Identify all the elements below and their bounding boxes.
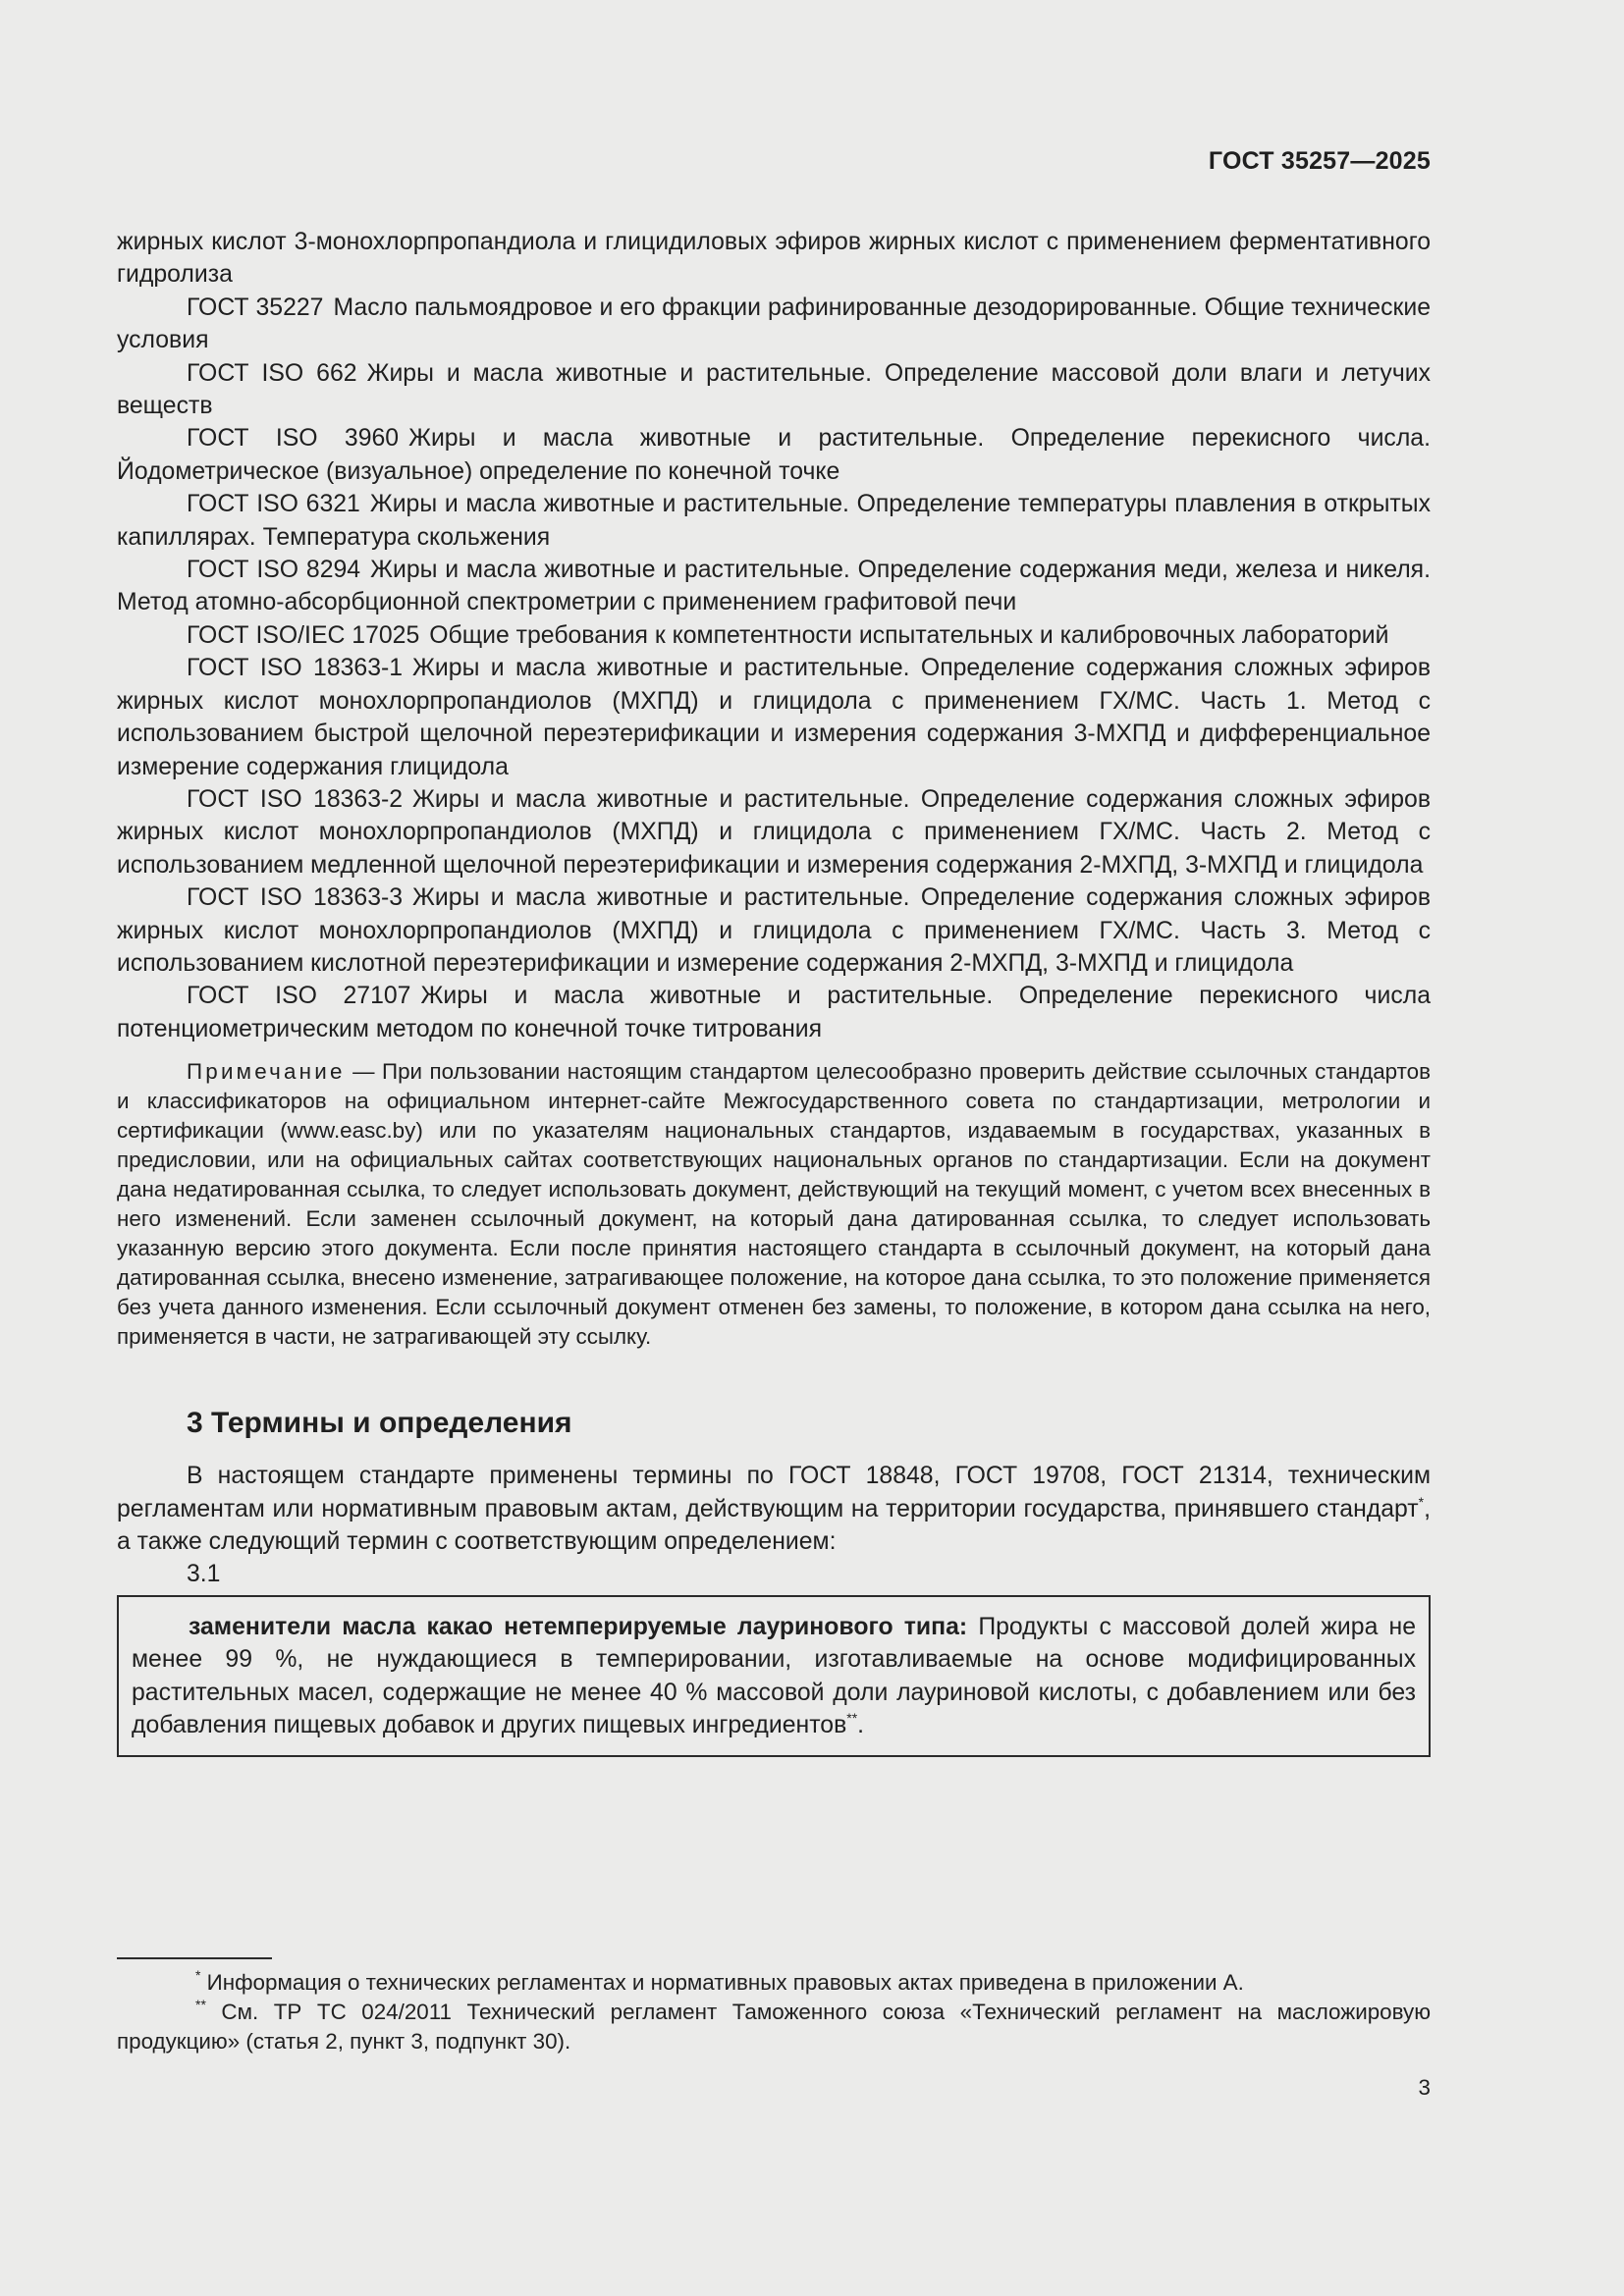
note-label: Примечание [187,1059,346,1085]
reference-code: ГОСТ ISO 6321 [187,491,360,518]
reference-title: Жиры и масла животные и растительные. Определение содержания меди, железа и никеля. Метод атомно-абсорбционной спектрометрии с применением графитовой печи [117,557,1431,616]
reference-item [117,488,1431,554]
document-id-header: ГОСТ 35257—2025 [1208,147,1431,175]
reference-code: ГОСТ ISO 27107 [187,983,411,1010]
reference-code: ГОСТ 35227 [187,294,324,321]
footnote-ref-mark: ** [846,1710,858,1726]
reference-item [117,292,1431,357]
reference-item [117,652,1431,783]
section-intro [117,1460,1431,1558]
reference-title: Жиры и масла животные и растительные. Определение содержания сложных эфиров жирных кислот монохлорпропандиолов (МХПД) и глицидола с применением ГХ/МС. Часть 3. Метод с использованием кислотной переэтерификации и измерение содержания 2-МХПД, 3-МХПД и глицидола [117,884,1431,977]
reference-item [117,881,1431,980]
footnote-separator [117,1957,272,1959]
reference-code: ГОСТ ISO 18363-1 [187,655,404,682]
term-name: заменители масла какао нетемперируемые лауринового типа: [189,1613,968,1640]
reference-title: Жиры и масла животные и растительные. Определение содержания сложных эфиров жирных кислот монохлорпропандиолов (МХПД) и глицидола с применением ГХ/МС. Часть 2. Метод с использованием медленной щелочной переэтерификации и измерения содержания 2-МХПД, 3-МХПД и глицидола [117,785,1431,879]
section-intro-text-end: , а также следующий термин с соответствующим определением: [117,1495,1431,1555]
footnote-item [117,1968,1431,1998]
reference-code: ГОСТ ISO 8294 [187,557,361,584]
section-title: 3 Термины и определения [187,1407,572,1440]
reference-item [117,554,1431,619]
reference-item [117,422,1431,488]
term-definition: Продукты с массовой долей жира не менее 99 %, не нуждающиеся в темперировании, изготавливаемые на основе модифицированных растительных масел, содержащие не менее 40 % массовой доли лауриновой кислоты, с добавлением или без добавления пищевых добавок и других пищевых ингредиентов [132,1613,1416,1738]
footnote-mark: * [195,1967,201,1983]
page-number: 3 [1418,2075,1431,2100]
note-text: — При пользовании настоящим стандартом целесообразно проверить действие ссылочных стандартов и классификаторов на официальном интернет-сайте Межгосударственного совета по стандартизации, метрологии и сертификации (www.easc.by) или по указателям национальных стандартов, издаваемым в государствах, указанных в предисловии, или на официальных сайтах соответствующих национальных органов по стандартизации. Если на документ дана недатированная ссылка, то следует использовать документ, действующий на текущий момент, с учетом всех внесенных в него изменений. Если заменен ссылочный документ, на который дана датированная ссылка, то следует использовать указанную версию этого документа. Если после принятия настоящего стандарта в ссылочный документ, на который дана датированная ссылка, внесено изменение, затрагивающее положение, на которое дана ссылка, то это положение применяется без учета данного изменения. Если ссылочный документ отменен без замены, то положение, в котором дана ссылка на него, применяется в части, не затрагивающей эту ссылку. [117,1059,1431,1350]
footnotes [117,1957,1431,2056]
reference-title: Общие требования к компетентности испытательных и калибровочных лабораторий [429,621,1389,649]
footnote-ref-mark: * [1418,1493,1425,1510]
reference-code: ГОСТ ISO 3960 [187,425,400,453]
reference-item [117,783,1431,881]
reference-title: Жиры и масла животные и растительные. Определение перекисного числа потенциометрическим методом по конечной точке титрования [117,983,1431,1042]
document-page [117,0,1431,2296]
reference-title: Жиры и масла животные и растительные. Определение массовой доли влаги и летучих веществ [117,359,1431,420]
reference-item [117,619,1431,652]
reference-continuation: жирных кислот 3-монохлорпропандиола и глицидиловых эфиров жирных кислот с применением ферментативного гидролиза [117,229,1431,289]
section-intro-text: В настоящем стандарте применены термины по ГОСТ 18848, ГОСТ 19708, ГОСТ 21314, техническим регламентам или нормативным правовым актам, действующим на территории государства, принявшего стандарт [117,1463,1431,1522]
footnote-text: Информация о технических регламентах и нормативных правовых актах приведена в приложении А. [200,1970,1244,1995]
reference-item [117,357,1431,423]
reference-title: Жиры и масла животные и растительные. Определение перекисного числа. Йодометрическое (визуальное) определение по конечной точке [117,425,1431,485]
note-paragraph [117,1057,1431,1352]
term-number: 3.1 [187,1561,221,1588]
reference-code: ГОСТ ISO/IEC 17025 [187,621,420,649]
body-text [117,226,1431,1757]
reference-code: ГОСТ ISO 18363-3 [187,884,404,912]
reference-item [117,980,1431,1045]
footnote-item [117,1998,1431,2056]
reference-title: Жиры и масла животные и растительные. Определение содержания сложных эфиров жирных кислот монохлорпропандиолов (МХПД) и глицидола с применением ГХ/МС. Часть 1. Метод с использованием быстрой щелочной переэтерификации и измерения содержания 3-МХПД и дифференциальное измерение содержания глицидола [117,655,1431,780]
reference-code: ГОСТ ISO 18363-2 [187,785,404,813]
term-definition-box [117,1595,1431,1758]
term-definition-end: . [857,1712,865,1738]
reference-title: Жиры и масла животные и растительные. Определение температуры плавления в открытых капиллярах. Температура скольжения [117,491,1431,551]
reference-code: ГОСТ ISO 662 [187,359,357,387]
footnote-mark: ** [195,1997,206,2012]
reference-title: Масло пальмоядровое и его фракции рафинированные дезодорированные. Общие технические условия [117,294,1431,354]
footnote-text: См. ТР ТС 024/2011 Технический регламент Таможенного союза «Технический регламент на масложировую продукцию» (статья 2, пункт 3, подпункт 30). [117,2000,1431,2054]
